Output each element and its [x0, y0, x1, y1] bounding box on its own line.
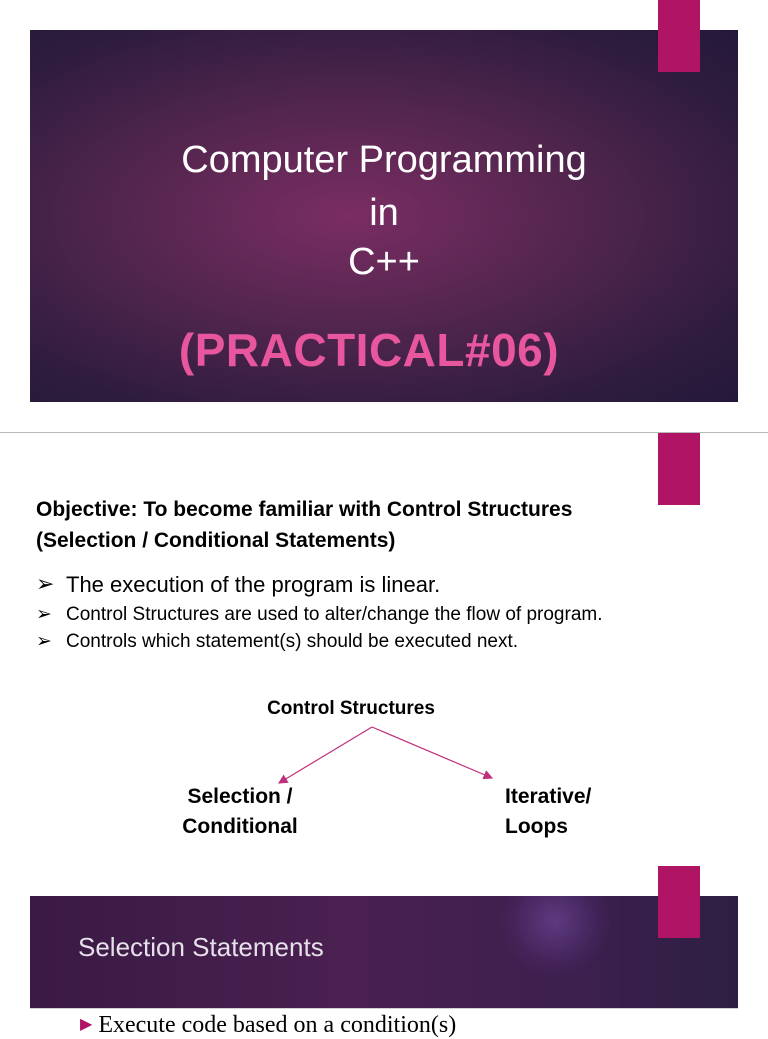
objective-line-1: Objective: To become familiar with Control Structures [36, 498, 573, 521]
selection-line-1: Selection / [187, 785, 293, 808]
arrow-to-selection [279, 727, 372, 783]
arrow-bullet-icon: ➢ [36, 603, 52, 625]
arrow-bullet-icon: ➢ [36, 572, 55, 597]
selection-line-2: Conditional [182, 815, 298, 838]
objective-line-2: (Selection / Conditional Statements) [36, 529, 396, 552]
arrow-bullet-icon: ➢ [36, 630, 52, 652]
bullet-text: The execution of the program is linear. [66, 572, 441, 597]
practical-number: (PRACTICAL#06) [178, 324, 560, 376]
triangle-bullet-icon: ▶ [80, 1016, 93, 1033]
partial-bullet-text: Execute code based on a condition(s) [98, 1012, 457, 1038]
bullet-text: Controls which statement(s) should be executed next. [66, 631, 519, 652]
section-rule [30, 1008, 738, 1009]
slide-title-line-1: Computer Programming [181, 139, 587, 181]
section-header-band [30, 896, 738, 1008]
iterative-loops-label [505, 782, 665, 842]
diagram-root-label: Control Structures [267, 698, 435, 719]
bullet-text: Control Structures are used to alter/change the flow of program. [66, 604, 603, 625]
section-title: Selection Statements [78, 932, 324, 962]
iterative-line-1: Iterative/ [505, 785, 592, 808]
arrow-to-iterative [372, 727, 492, 778]
accent-tab [658, 866, 700, 938]
glow-decoration [500, 896, 610, 976]
slide-title-line-3: C++ [348, 241, 420, 283]
iterative-line-2: Loops [505, 815, 568, 838]
partial-bullet [80, 1012, 456, 1039]
slide-title-line-2: in [369, 192, 399, 234]
selection-conditional-label [150, 782, 330, 842]
